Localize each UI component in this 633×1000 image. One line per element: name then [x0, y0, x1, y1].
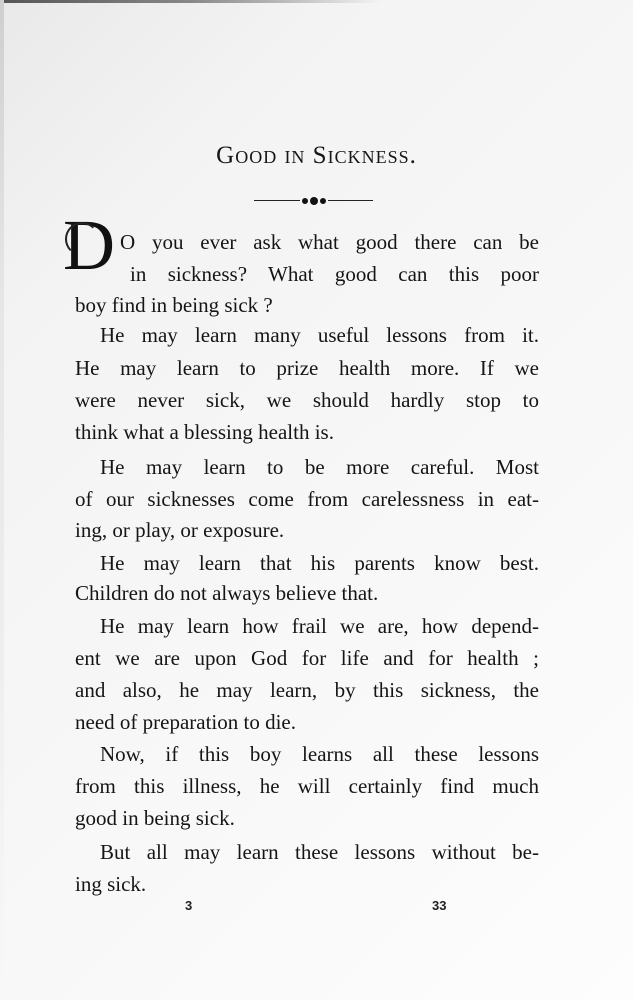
- text-line: But all may learn these lessons without be-: [100, 840, 539, 864]
- ornament-rule-left: [254, 200, 300, 201]
- ornament-dot: [302, 198, 308, 204]
- page-top-edge: [0, 0, 633, 3]
- text-line: boy find in being sick ?: [75, 293, 273, 317]
- chapter-title-text: Good in Sickness.: [216, 142, 417, 169]
- drop-cap-letter: D: [63, 205, 115, 285]
- text-line: He may learn how frail we are, how depend-: [100, 614, 539, 638]
- ornament-rule-right: [328, 200, 373, 201]
- text-line: and also, he may learn, by this sickness, the: [75, 678, 539, 702]
- chapter-title: [0, 142, 633, 170]
- signature-mark: 3: [185, 898, 193, 913]
- text-line: He may learn to be more careful. Most: [100, 455, 539, 479]
- text-line: He may learn that his parents know best.: [100, 551, 539, 575]
- text-line: ing, or play, or exposure.: [75, 518, 285, 542]
- text-line: He may learn many useful lessons from it.: [100, 323, 539, 347]
- text-line: of our sicknesses come from carelessness in eat-: [75, 487, 539, 511]
- title-ornament: [254, 196, 373, 206]
- text-line: ent we are upon God for life and for health ;: [75, 646, 539, 670]
- text-line: O you ever ask what good there can be: [120, 230, 539, 254]
- drop-cap-flourish: [65, 222, 99, 256]
- text-line: in sickness? What good can this poor: [130, 262, 539, 286]
- ornament-dot: [320, 198, 326, 204]
- ornament-dot: [310, 197, 318, 205]
- text-line: think what a blessing health is.: [75, 420, 334, 444]
- text-line: need of preparation to die.: [75, 710, 296, 734]
- page-number: 33: [432, 898, 447, 913]
- text-line: good in being sick.: [75, 806, 235, 830]
- text-line: ing sick.: [75, 872, 147, 896]
- text-line: from this illness, he will certainly find much: [75, 774, 539, 798]
- text-line: Children do not always believe that.: [75, 581, 379, 605]
- text-line: Now, if this boy learns all these lessons: [100, 742, 539, 766]
- drop-cap: [63, 205, 119, 285]
- text-line: He may learn to prize health more. If we: [75, 356, 539, 380]
- text-line: were never sick, we should hardly stop to: [75, 388, 539, 412]
